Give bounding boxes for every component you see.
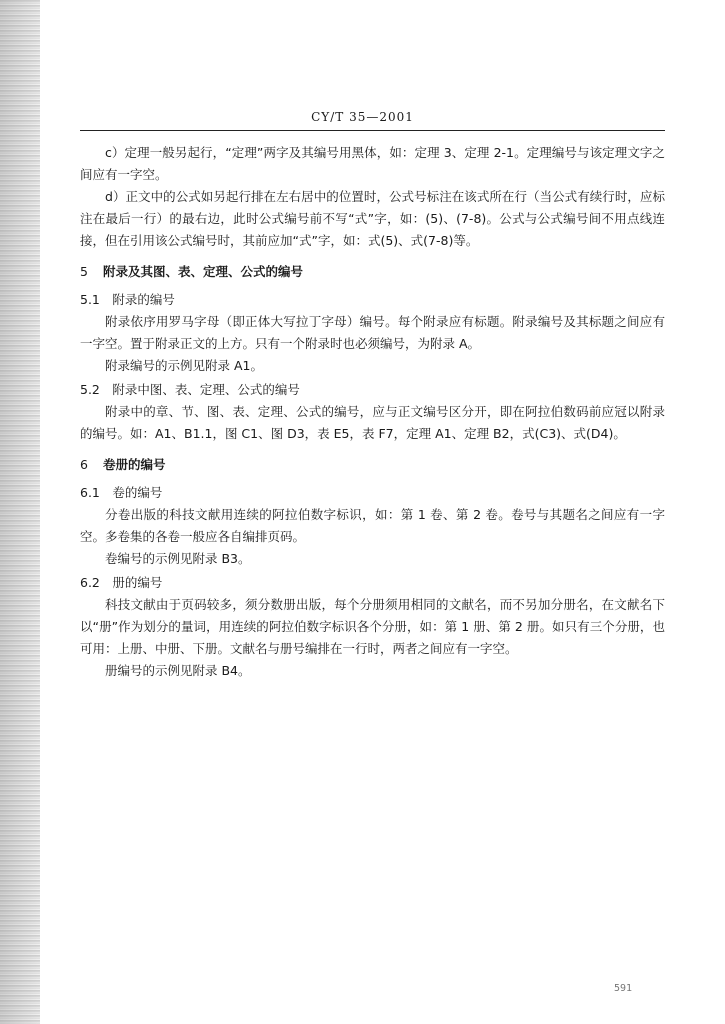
scan-edge-shadow: [0, 0, 40, 1024]
section-5-2-heading: [80, 379, 665, 401]
section-6-2-number: 6.2: [80, 575, 100, 590]
section-5-2-title: 附录中图、表、定理、公式的编号: [112, 382, 300, 397]
section-6-1-note: 卷编号的示例见附录 B3。: [105, 551, 251, 566]
section-6-2-heading: [80, 572, 665, 594]
section-5-title: 附录及其图、表、定理、公式的编号: [102, 264, 303, 279]
section-6-title: 卷册的编号: [102, 457, 166, 472]
section-5-1-body: 附录依序用罗马字母（即正体大写拉丁字母）编号。每个附录应有标题。附录编号及其标题之间应有一字空。置于附录正文的上方。只有一个附录时也必须编号，为附录 A。: [80, 314, 665, 351]
section-6-2-note: 册编号的示例见附录 B4。: [105, 663, 251, 678]
section-6-2-title: 册的编号: [112, 575, 163, 590]
section-6-1-title: 卷的编号: [112, 485, 163, 500]
section-5-2-body: 附录中的章、节、图、表、定理、公式的编号，应与正文编号区分开，即在阿拉伯数码前应冠以附录的编号。如：A1、B1.1，图 C1、图 D3，表 E5，表 F7，定理 A1、定理 B2，式(C3)、式(D4)。: [80, 404, 665, 441]
section-5-1-number: 5.1: [80, 292, 100, 307]
section-6-2-body: 科技文献由于页码较多，须分数册出版，每个分册须用相同的文献名，而不另加分册名，在文献名下以“册”作为划分的量词，用连续的阿拉伯数字标识各个分册，如：第 1 册、第 2 册。如只有三个分册，也可用：上册、中册、下册。文献名与册号编排在一行时，两者之间应有一字空。: [80, 597, 665, 656]
section-5-1-note: 附录编号的示例见附录 A1。: [105, 358, 263, 373]
paragraph-d: d）正文中的公式如另起行排在左右居中的位置时，公式号标注在该式所在行（当公式有续行时，应标注在最后一行）的最右边，此时公式编号前不写“式”字，如：(5)、(7-8)。公式与公式编号间不用点线连接，但在引用该公式编号时，其前应加“式”字，如：式(5)、式(7-8)等。: [80, 189, 665, 248]
section-5-number: 5: [80, 264, 88, 279]
page-number: 591: [614, 983, 633, 994]
section-5-1-title: 附录的编号: [112, 292, 175, 307]
section-6-1-heading: [80, 482, 665, 504]
section-6-1-body: 分卷出版的科技文献用连续的阿拉伯数字标识，如：第 1 卷、第 2 卷。卷号与其题名之间应有一字空。多卷集的各卷一般应各自编排页码。: [80, 507, 665, 544]
section-6-heading: [80, 454, 665, 476]
section-5-1-heading: [80, 289, 665, 311]
paragraph-c: c）定理一般另起行，“定理”两字及其编号用黑体，如：定理 3、定理 2-1。定理编号与该定理文字之间应有一字空。: [80, 145, 665, 182]
header-rule: [80, 130, 665, 131]
document-body: [80, 142, 665, 682]
section-5-heading: [80, 261, 665, 283]
page-header: CY/T 35—2001: [311, 110, 414, 124]
section-6-1-number: 6.1: [80, 485, 100, 500]
section-5-2-number: 5.2: [80, 382, 100, 397]
section-6-number: 6: [80, 457, 88, 472]
